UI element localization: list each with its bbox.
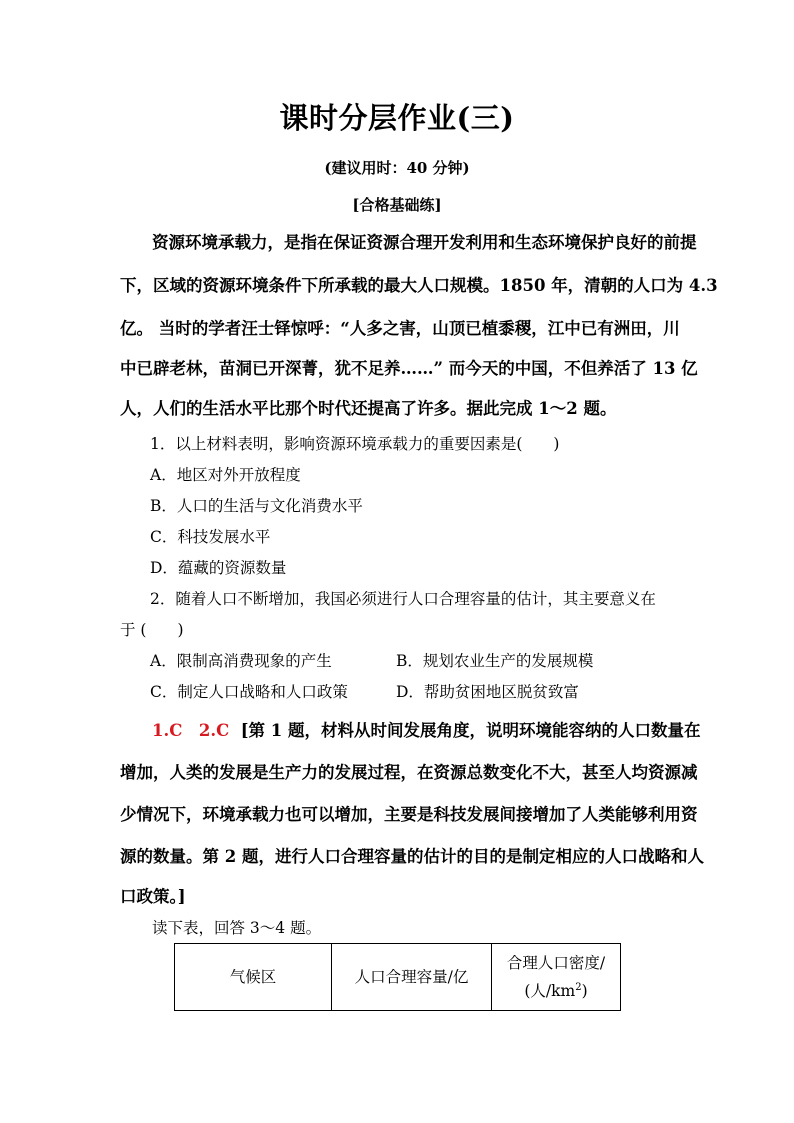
answer-line: 少情况下，环境承载力也可以增加，主要是科技发展间接增加了人类能够利用资 <box>120 805 698 824</box>
question-stem-cont: 于 ( ) <box>120 621 184 639</box>
option-c: C．科技发展水平 <box>150 528 271 546</box>
passage-line: 中已辟老林，苗洞已开深菁，犹不足养……” 而今天的中国，不但养活了 13 亿 <box>120 359 698 378</box>
header-climate-zone: 气候区 <box>175 944 332 1011</box>
option-a: A．限制高消费现象的产生 <box>150 652 332 670</box>
passage-line: 人，人们的生活水平比那个时代还提高了许多。据此完成 1～2 题。 <box>120 399 617 418</box>
table-header-row <box>175 944 621 1011</box>
header-population-capacity: 人口合理容量/亿 <box>332 944 492 1011</box>
density-unit-close: ) <box>581 982 588 1000</box>
explanation-text: [第 1 题，材料从时间发展角度，说明环境能容纳的人口数量在 <box>240 721 701 740</box>
suggested-time: (建议用时：40 分钟) <box>324 159 470 177</box>
passage-line: 下，区域的资源环境条件下所承载的最大人口规模。1850 年，清朝的人口为 4.3 <box>120 276 718 295</box>
density-unit: (人/km <box>524 982 576 1000</box>
answer-line-1 <box>152 717 701 741</box>
header-population-density <box>492 944 621 1011</box>
option-b: B．规划农业生产的发展规模 <box>396 652 594 670</box>
answer-line: 增加，人类的发展是生产力的发展过程，在资源总数变化不大，甚至人均资源减 <box>120 763 698 782</box>
question-stem: 1．以上材料表明，影响资源环境承载力的重要因素是( ) <box>150 435 560 453</box>
option-a: A．地区对外开放程度 <box>150 466 301 484</box>
passage-line: 亿。 当时的学者汪士铎惊呼：“人多之害，山顶已植黍稷，江中已有洲田，川 <box>120 319 680 338</box>
question-stem: 2．随着人口不断增加，我国必须进行人口合理容量的估计，其主要意义在 <box>150 590 656 608</box>
passage-line: 资源环境承载力，是指在保证资源合理开发利用和生态环境保护良好的前提 <box>152 233 697 252</box>
option-c: C．制定人口战略和人口政策 <box>150 683 348 701</box>
option-d: D．蕴藏的资源数量 <box>150 559 287 577</box>
density-unit-exponent: 2 <box>575 981 582 993</box>
option-d: D．帮助贫困地区脱贫致富 <box>396 683 579 701</box>
answer-key: 1.C 2.C <box>152 721 230 740</box>
density-label: 合理人口密度/ <box>506 954 606 972</box>
answer-line: 源的数量。第 2 题，进行人口合理容量的估计的目的是制定相应的人口战略和人 <box>120 847 704 866</box>
data-table <box>174 943 621 1011</box>
option-b: B．人口的生活与文化消费水平 <box>150 497 363 515</box>
table-intro: 读下表，回答 3～4 题。 <box>152 919 322 937</box>
page-title: 课时分层作业(三) <box>279 101 515 135</box>
answer-line: 口政策。] <box>120 887 186 906</box>
section-heading: [合格基础练] <box>352 196 442 214</box>
